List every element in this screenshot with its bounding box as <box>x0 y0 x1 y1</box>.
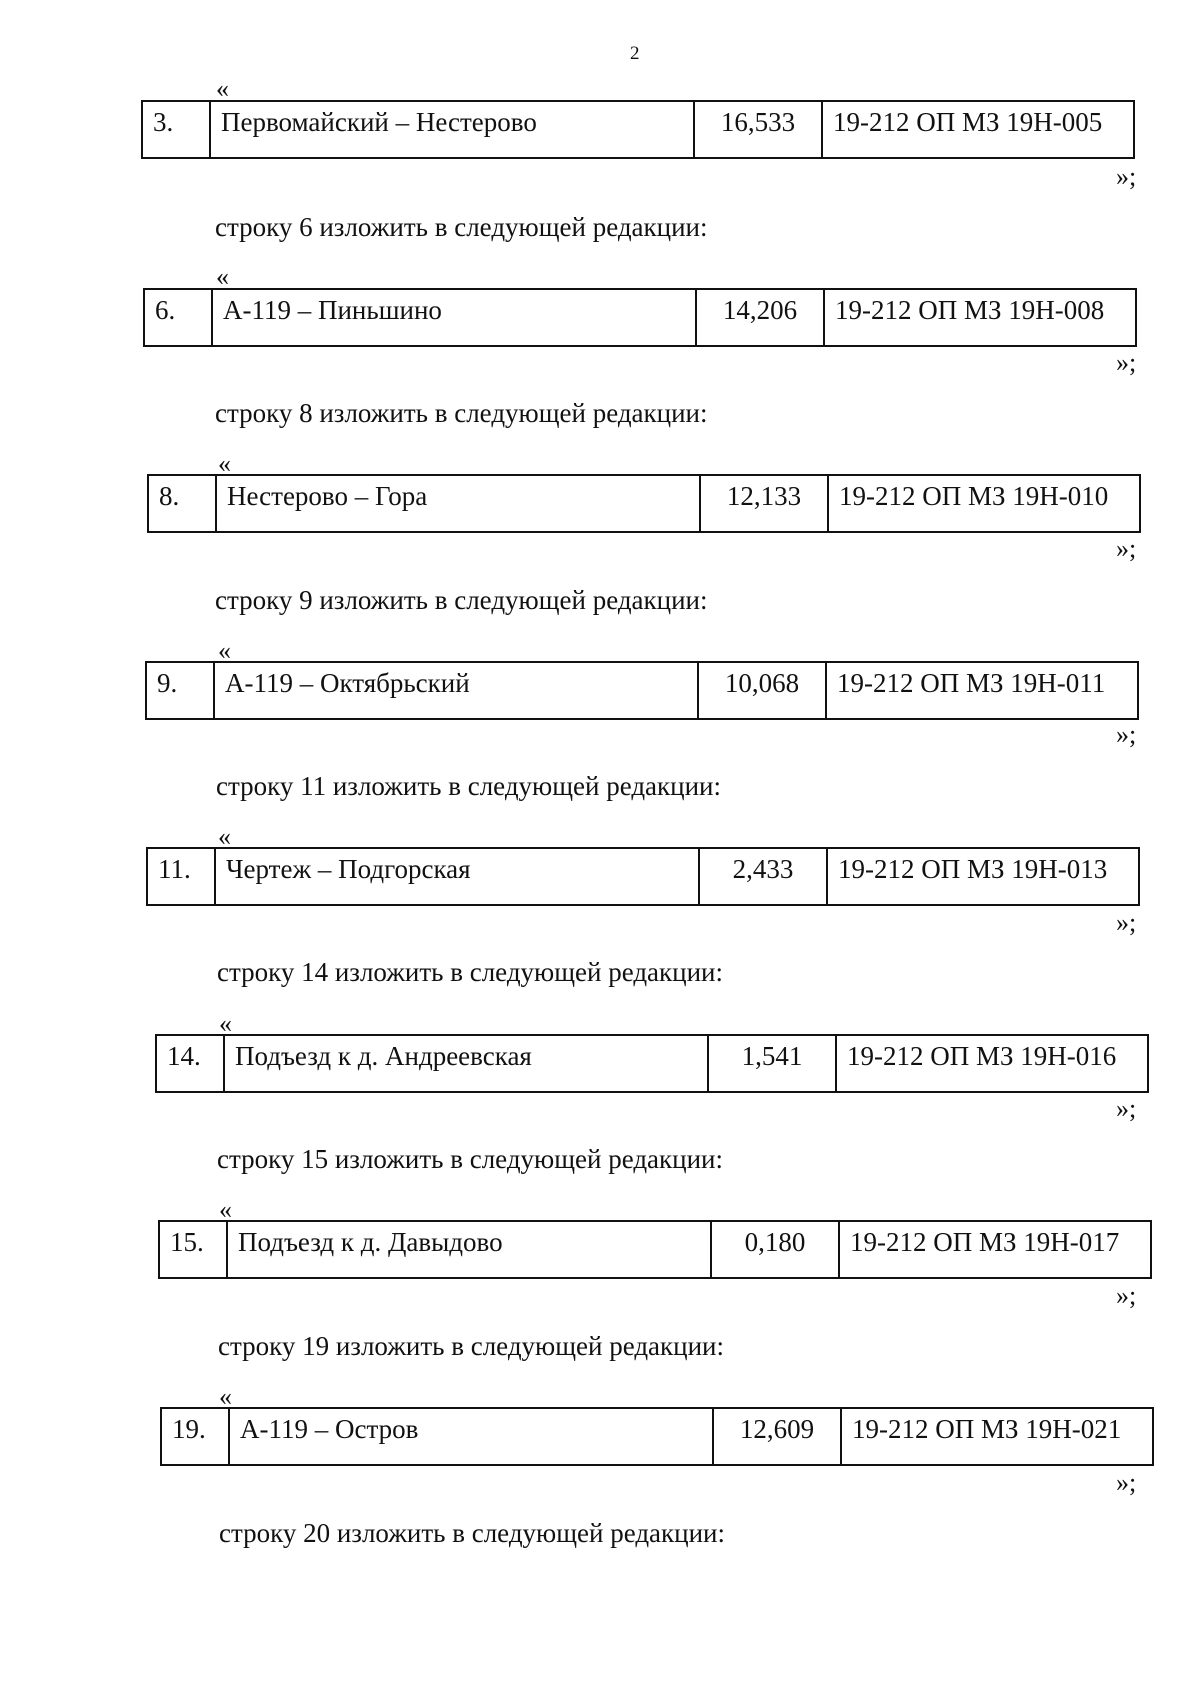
road-code-cell: 19-212 ОП МЗ 19Н-021 <box>841 1408 1153 1465</box>
page-number: 2 <box>630 43 640 64</box>
close-quote: »; <box>1116 1468 1137 1497</box>
road-name-cell: А-119 – Октябрьский <box>214 662 698 719</box>
road-length-cell: 2,433 <box>699 848 827 905</box>
road-name-cell: А-119 – Пиньшино <box>212 289 696 346</box>
road-name-cell: Чертеж – Подгорская <box>215 848 699 905</box>
table-row <box>144 289 1136 346</box>
row-number-cell: 6. <box>144 289 212 346</box>
table-row <box>146 662 1138 719</box>
amendment-row-table <box>160 1407 1154 1466</box>
road-length-cell: 10,068 <box>698 662 826 719</box>
amendment-row-table <box>143 288 1137 347</box>
open-quote: « <box>216 262 229 291</box>
row-number-cell: 11. <box>147 848 215 905</box>
table-row <box>156 1035 1148 1092</box>
road-length-cell: 12,609 <box>713 1408 841 1465</box>
road-length-cell: 1,541 <box>708 1035 836 1092</box>
instruction-text: строку 14 изложить в следующей редакции: <box>217 957 724 987</box>
close-quote: »; <box>1116 162 1137 191</box>
close-quote: »; <box>1116 908 1137 937</box>
open-quote: « <box>218 822 231 851</box>
table-row <box>147 848 1139 905</box>
road-code-cell: 19-212 ОП МЗ 19Н-016 <box>836 1035 1148 1092</box>
road-name-cell: Первомайский – Нестерово <box>210 101 694 158</box>
instruction-text: строку 11 изложить в следующей редакции: <box>216 771 722 801</box>
row-number-cell: 8. <box>148 475 216 532</box>
close-quote: »; <box>1116 720 1137 749</box>
amendment-row-table <box>147 474 1141 533</box>
road-name-cell: Нестерово – Гора <box>216 475 700 532</box>
close-quote: »; <box>1116 1281 1137 1310</box>
road-code-cell: 19-212 ОП МЗ 19Н-010 <box>828 475 1140 532</box>
road-length-cell: 12,133 <box>700 475 828 532</box>
amendment-row-table <box>145 661 1139 720</box>
table-row <box>161 1408 1153 1465</box>
row-number-cell: 19. <box>161 1408 229 1465</box>
road-name-cell: А-119 – Остров <box>229 1408 713 1465</box>
road-code-cell: 19-212 ОП МЗ 19Н-008 <box>824 289 1136 346</box>
close-quote: »; <box>1116 348 1137 377</box>
instruction-text: строку 15 изложить в следующей редакции: <box>217 1144 724 1174</box>
amendment-row-table <box>141 100 1135 159</box>
close-quote: »; <box>1116 1094 1137 1123</box>
table-row <box>159 1221 1151 1278</box>
open-quote: « <box>216 74 229 103</box>
instruction-text: строку 8 изложить в следующей редакции: <box>215 398 708 428</box>
road-code-cell: 19-212 ОП МЗ 19Н-013 <box>827 848 1139 905</box>
instruction-text: строку 6 изложить в следующей редакции: <box>215 212 708 242</box>
amendment-row-table <box>146 847 1140 906</box>
open-quote: « <box>218 636 231 665</box>
instruction-text: строку 19 изложить в следующей редакции: <box>218 1331 725 1361</box>
open-quote: « <box>218 449 231 478</box>
open-quote: « <box>219 1195 232 1224</box>
road-code-cell: 19-212 ОП МЗ 19Н-011 <box>826 662 1138 719</box>
amendment-row-table <box>158 1220 1152 1279</box>
road-length-cell: 16,533 <box>694 101 822 158</box>
open-quote: « <box>219 1009 232 1038</box>
row-number-cell: 3. <box>142 101 210 158</box>
road-code-cell: 19-212 ОП МЗ 19Н-017 <box>839 1221 1151 1278</box>
instruction-text: строку 20 изложить в следующей редакции: <box>219 1518 726 1548</box>
road-code-cell: 19-212 ОП МЗ 19Н-005 <box>822 101 1134 158</box>
row-number-cell: 14. <box>156 1035 224 1092</box>
open-quote: « <box>219 1382 232 1411</box>
instruction-text: строку 9 изложить в следующей редакции: <box>215 585 708 615</box>
close-quote: »; <box>1116 534 1137 563</box>
row-number-cell: 9. <box>146 662 214 719</box>
road-name-cell: Подъезд к д. Андреевская <box>224 1035 708 1092</box>
road-name-cell: Подъезд к д. Давыдово <box>227 1221 711 1278</box>
row-number-cell: 15. <box>159 1221 227 1278</box>
amendment-row-table <box>155 1034 1149 1093</box>
road-length-cell: 14,206 <box>696 289 824 346</box>
table-row <box>148 475 1140 532</box>
road-length-cell: 0,180 <box>711 1221 839 1278</box>
table-row <box>142 101 1134 158</box>
